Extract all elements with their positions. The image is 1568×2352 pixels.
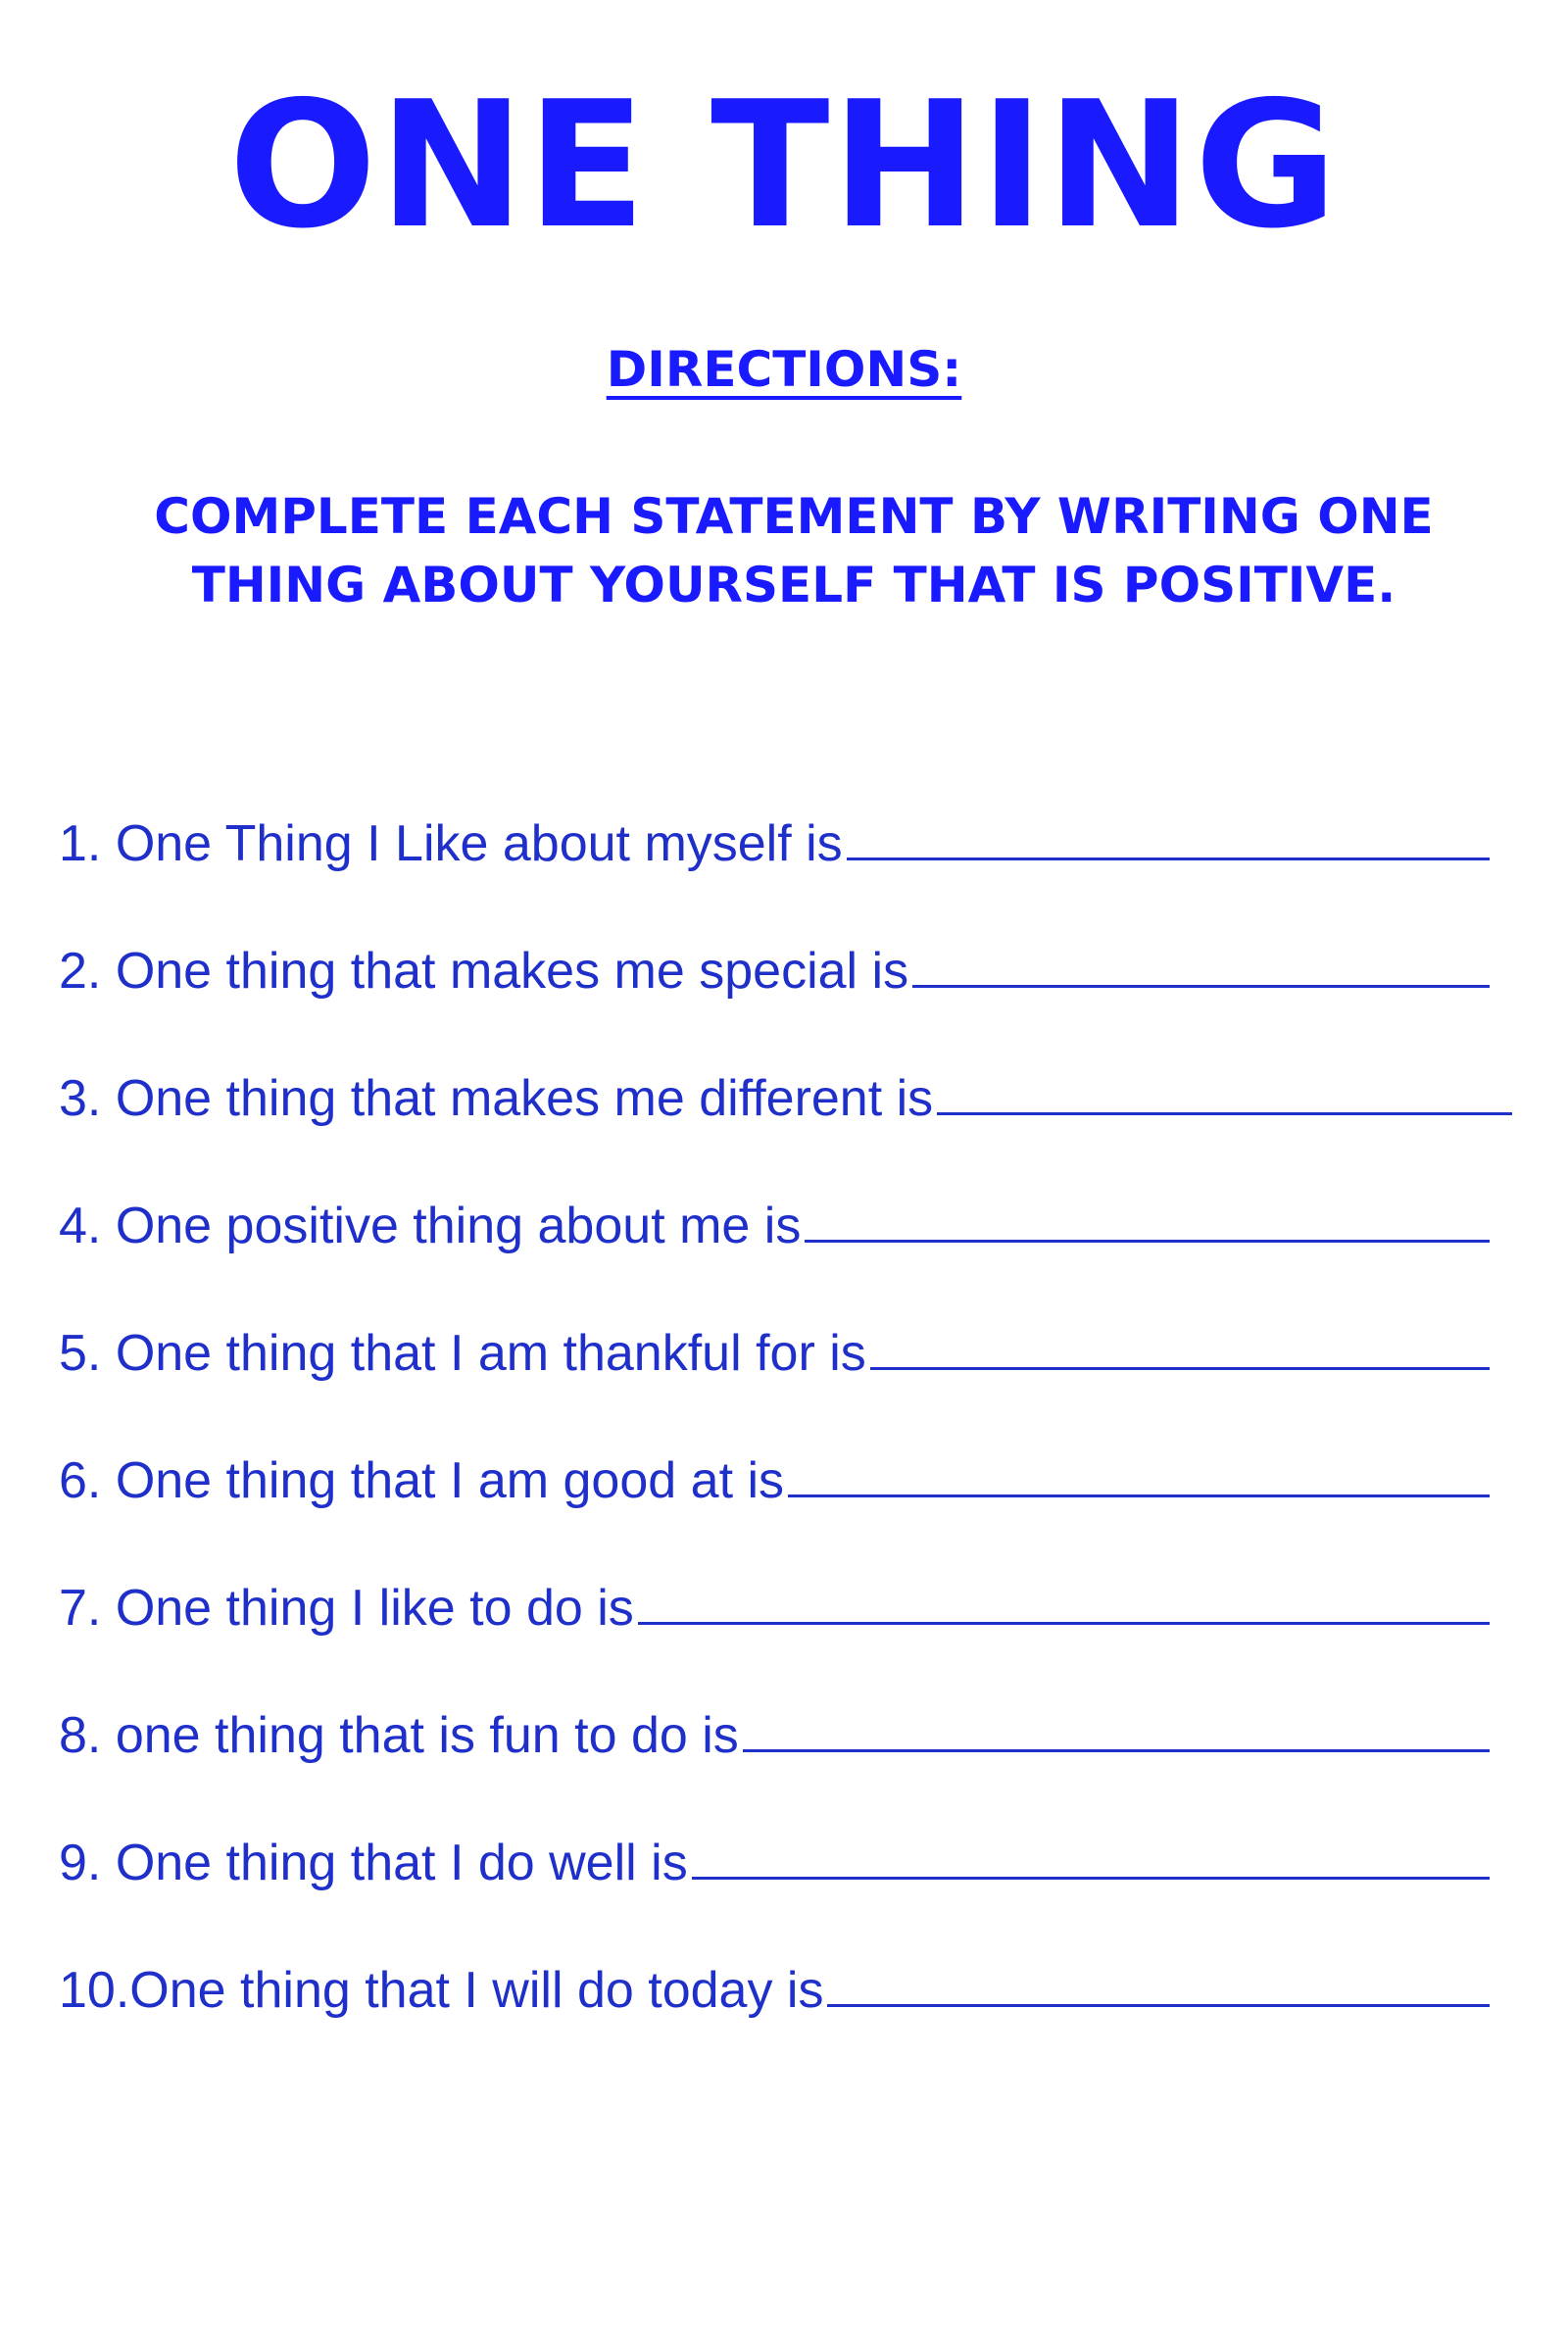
answer-field-4[interactable] bbox=[805, 1200, 1490, 1243]
statement-item-2 bbox=[59, 874, 1490, 1002]
statement-text: 3. One thing that makes me different is bbox=[59, 1069, 934, 1127]
statement-item-5 bbox=[59, 1256, 1490, 1384]
answer-field-3[interactable] bbox=[937, 1073, 1512, 1115]
statement-item-6 bbox=[59, 1384, 1490, 1511]
statement-text: 2. One thing that makes me special is bbox=[59, 942, 909, 1000]
answer-field-6[interactable] bbox=[788, 1455, 1490, 1497]
statement-item-3 bbox=[59, 1002, 1490, 1129]
statement-text: 9. One thing that I do well is bbox=[59, 1834, 688, 1891]
statement-text: 8. one thing that is fun to do is bbox=[59, 1706, 739, 1764]
statement-item-4 bbox=[59, 1129, 1490, 1256]
statement-text: 4. One positive thing about me is bbox=[59, 1197, 802, 1254]
statement-item-8 bbox=[59, 1639, 1490, 1766]
statement-text: 1. One Thing I Like about myself is bbox=[59, 814, 843, 872]
answer-field-10[interactable] bbox=[827, 1965, 1490, 2007]
statement-item-7 bbox=[59, 1511, 1490, 1639]
statement-text: 10.One thing that I will do today is bbox=[59, 1961, 824, 2019]
statement-text: 7. One thing I like to do is bbox=[59, 1579, 634, 1637]
answer-field-7[interactable] bbox=[638, 1583, 1490, 1625]
answer-field-2[interactable] bbox=[912, 946, 1490, 988]
answer-field-8[interactable] bbox=[743, 1710, 1490, 1752]
statement-list bbox=[59, 747, 1490, 2021]
directions-text: COMPLETE EACH STATEMENT BY WRITING ONE THING ABOUT YOURSELF THAT IS POSITIVE. bbox=[154, 488, 1434, 613]
answer-field-9[interactable] bbox=[692, 1838, 1490, 1880]
statement-item-9 bbox=[59, 1766, 1490, 1893]
directions-heading: DIRECTIONS: bbox=[606, 341, 962, 398]
statement-item-1 bbox=[59, 747, 1490, 874]
worksheet-title: ONE THING bbox=[228, 64, 1340, 267]
answer-field-5[interactable] bbox=[870, 1328, 1490, 1370]
answer-field-1[interactable] bbox=[847, 818, 1490, 860]
statement-text: 6. One thing that I am good at is bbox=[59, 1451, 785, 1509]
statement-text: 5. One thing that I am thankful for is bbox=[59, 1324, 866, 1382]
statement-item-10 bbox=[59, 1893, 1490, 2021]
